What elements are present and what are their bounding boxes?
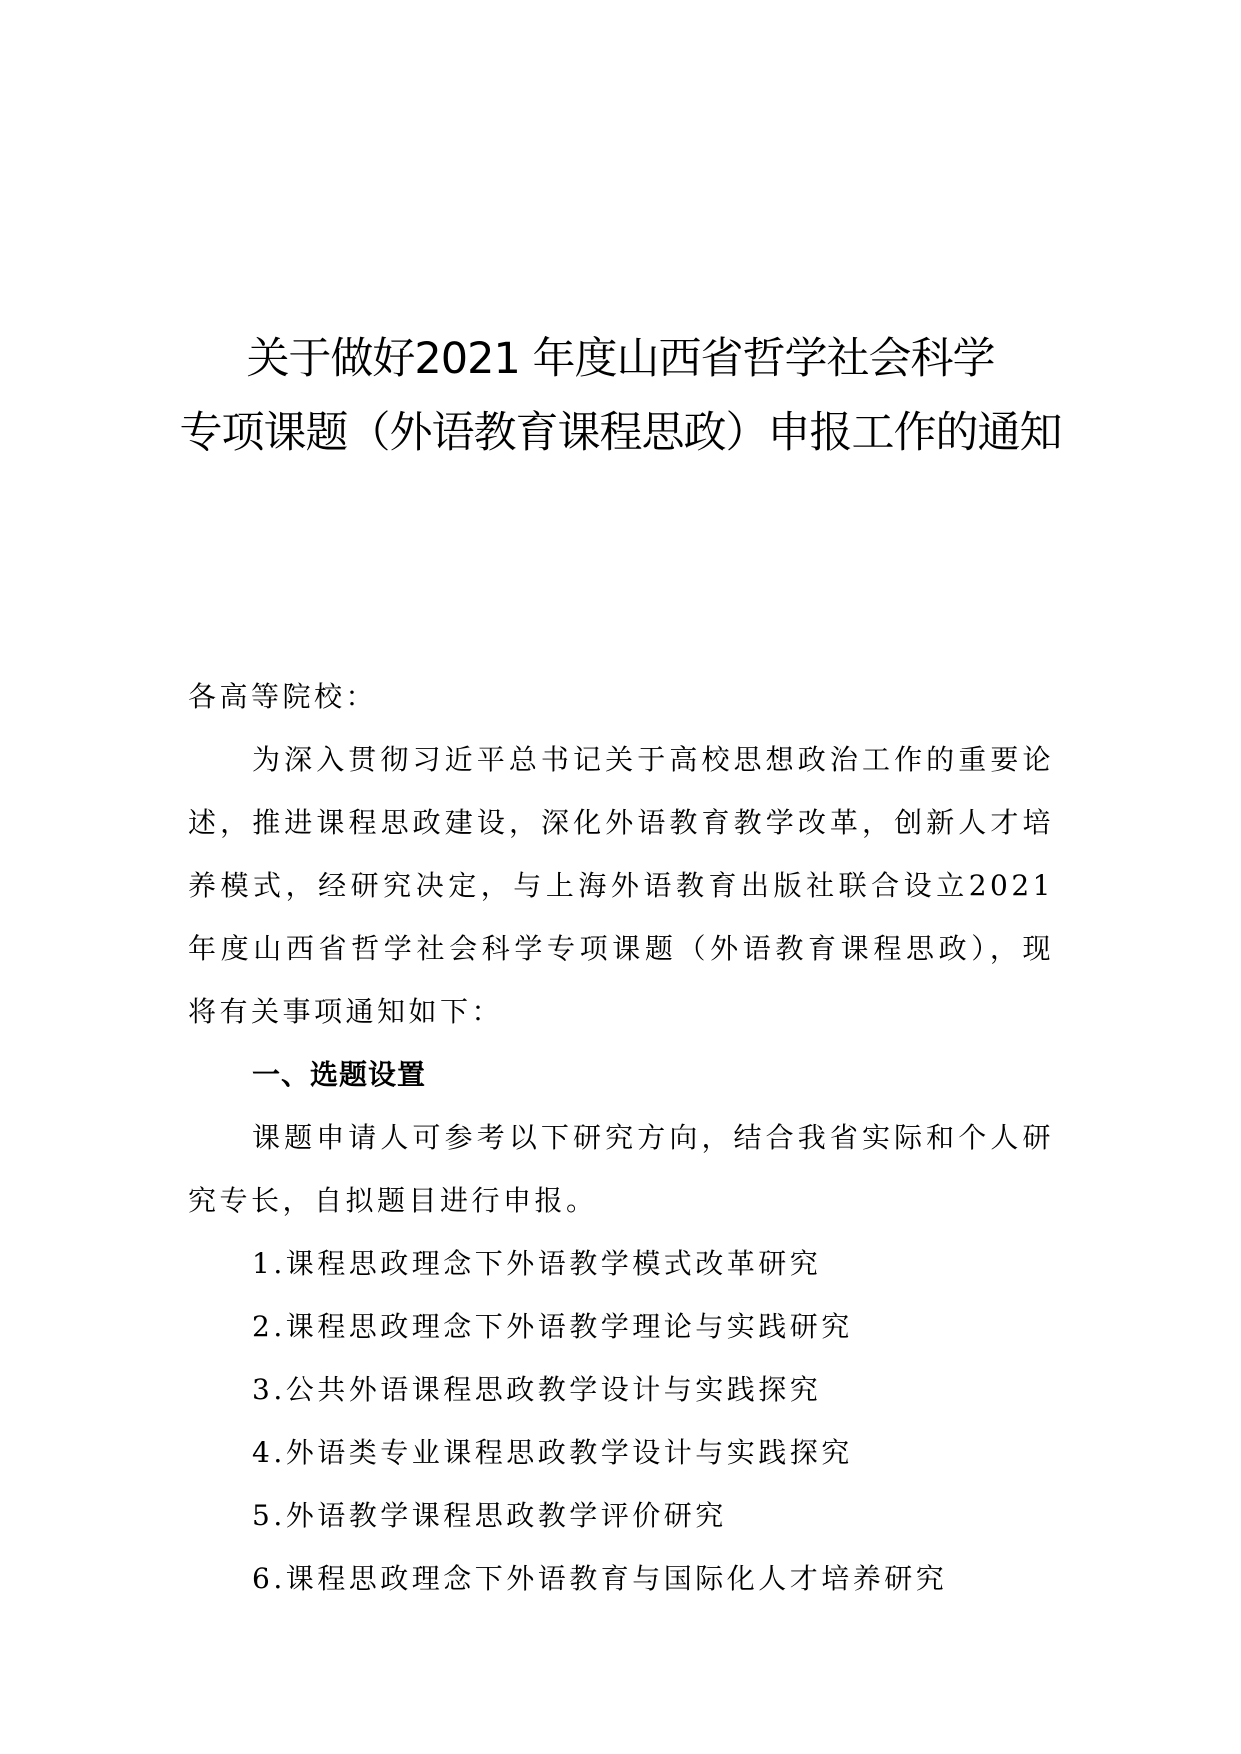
title-line-2: 专项课题（外语教育课程思政）申报工作的通知 — [179, 408, 1062, 458]
section-heading-topic-settings: 一、选题设置 — [252, 1058, 427, 1091]
list-item: 4.外语类专业课程思政教学设计与实践探究 — [252, 1436, 853, 1469]
list-item: 3.公共外语课程思政教学设计与实践探究 — [252, 1373, 822, 1406]
list-item: 5.外语教学课程思政教学评价研究 — [252, 1499, 727, 1532]
list-item: 2.课程思政理念下外语教学理论与实践研究 — [252, 1310, 853, 1343]
list-item: 6.课程思政理念下外语教育与国际化人才培养研究 — [252, 1562, 948, 1595]
research-direction-list — [188, 1232, 1054, 1610]
document-title — [0, 322, 1241, 470]
section-paragraph: 课题申请人可参考以下研究方向，结合我省实际和个人研究专长，自拟题目进行申报。 — [188, 1121, 1054, 1217]
salutation: 各高等院校： — [188, 680, 378, 713]
title-line-1: 关于做好2021 年度山西省哲学社会科学 — [246, 334, 995, 384]
document-body — [188, 665, 1054, 1610]
list-item: 1.课程思政理念下外语教学模式改革研究 — [252, 1247, 822, 1280]
intro-paragraph: 为深入贯彻习近平总书记关于高校思想政治工作的重要论述，推进课程思政建设，深化外语教育教学改革，创新人才培养模式，经研究决定，与上海外语教育出版社联合设立2021年度山西省哲学社会科学专项课题（外语教育课程思政），现将有关事项通知如下： — [188, 743, 1054, 1028]
